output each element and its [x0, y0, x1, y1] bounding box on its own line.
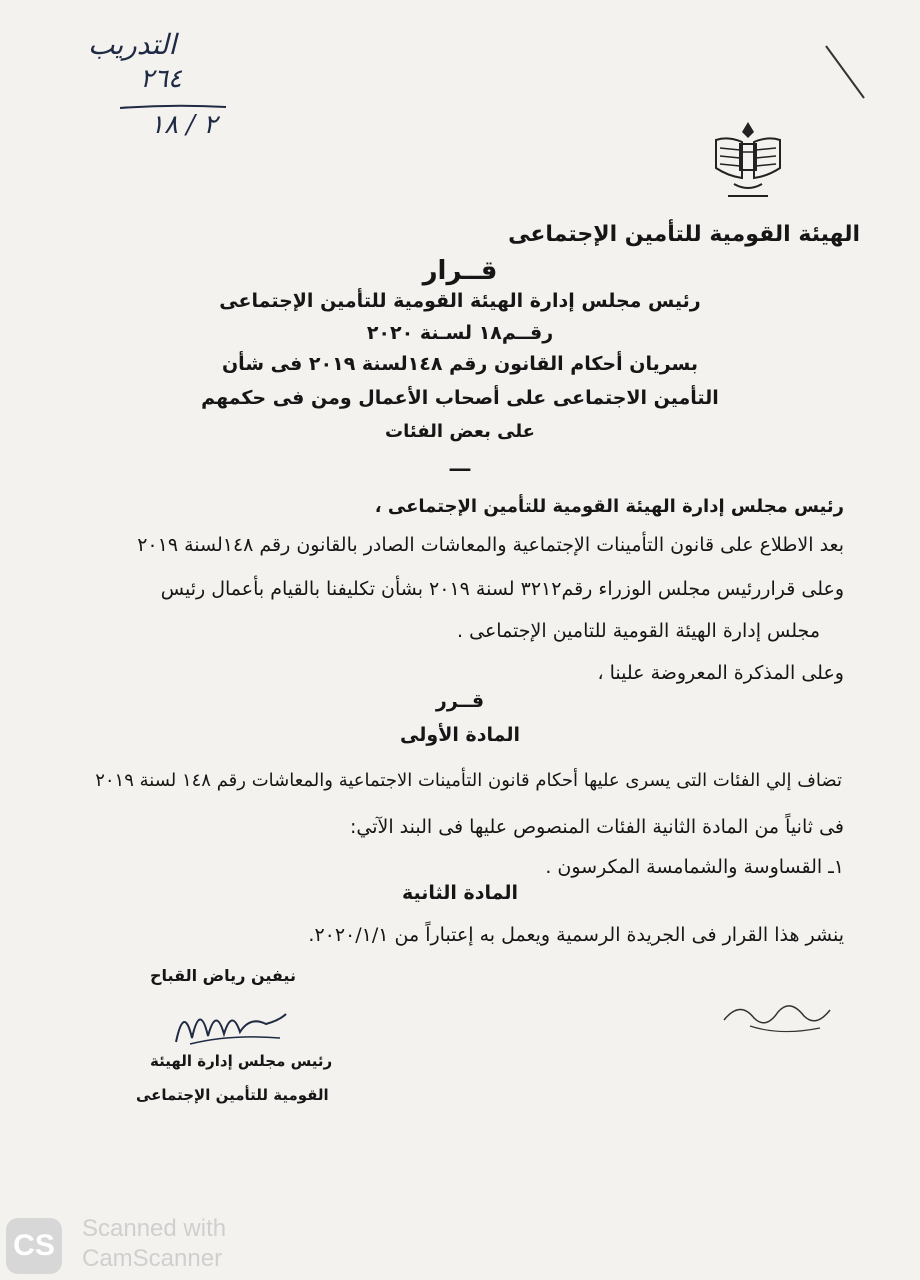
handwritten-note-line3: ٢ / ١٨	[150, 110, 218, 140]
camscanner-text	[82, 1214, 226, 1274]
initials-scribble	[720, 990, 840, 1040]
article1-item: ١ـ القساوسة والشمامسة المكرسون .	[545, 856, 844, 878]
preamble-line1: رئيس مجلس إدارة الهيئة القومية للتأمين الإجتماعى ،	[374, 496, 844, 517]
decision-subject-line2: التأمين الاجتماعى على أصحاب الأعمال ومن فى حكمهم	[201, 387, 719, 409]
decree-heading: قــرر	[435, 690, 485, 712]
handwritten-note-line1: التدريب	[88, 28, 177, 61]
preamble-line3: وعلى قراررئيس مجلس الوزراء رقم٣٢١٢ لسنة ٢٠١٩ بشأن تكليفنا بالقيام بأعمال رئيس	[160, 578, 844, 600]
article1-heading: المادة الأولى	[400, 724, 520, 746]
signatory-title-line2: القومية للتأمين الإجتماعى	[136, 1086, 329, 1104]
decision-title: قــرار	[422, 256, 498, 286]
camscanner-line2: CamScanner	[82, 1245, 223, 1272]
preamble-line2: بعد الاطلاع على قانون التأمينات الإجتماعية والمعاشات الصادر بالقانون رقم ١٤٨لسنة ٢٠١٩	[137, 534, 844, 556]
handwritten-signature	[170, 994, 290, 1050]
organization-name: الهيئة القومية للتأمين الإجتماعى	[508, 222, 860, 247]
camscanner-watermark	[6, 1212, 286, 1278]
signatory-name: نيفين رياض القباح	[150, 966, 296, 985]
camscanner-line1: Scanned with	[82, 1215, 227, 1242]
preamble-line5: وعلى المذكرة المعروضة علينا ،	[597, 662, 844, 684]
checkmark-icon	[820, 40, 870, 104]
separator-dash: ـــ	[449, 452, 471, 476]
article2-heading: المادة الثانية	[401, 882, 519, 904]
decision-number: رقــم١٨ لسـنة ٢٠٢٠	[366, 322, 554, 344]
decision-subject-line3: على بعض الفئات	[385, 421, 535, 442]
decision-issuer: رئيس مجلس إدارة الهيئة القومية للتأمين الإجتماعى	[219, 290, 701, 312]
handwritten-note-line2: ٢٦٤	[140, 64, 182, 94]
decision-subject-line1: بسريان أحكام القانون رقم ١٤٨لسنة ٢٠١٩ فى شأن	[221, 353, 699, 375]
preamble-line4: مجلس إدارة الهيئة القومية للتامين الإجتماعى .	[457, 620, 820, 642]
article1-line1: تضاف إلي الفئات التى يسرى عليها أحكام قانون التأمينات الاجتماعية والمعاشات رقم ١٤٨ لسنة ٢٠١٩	[95, 770, 842, 791]
signatory-title-line1: رئيس مجلس إدارة الهيئة	[150, 1052, 333, 1070]
eagle-emblem-icon	[708, 118, 788, 208]
camscanner-logo-icon: CS	[6, 1218, 62, 1274]
article1-line2: فى ثانياً من المادة الثانية الفئات المنصوص عليها فى البند الآتي:	[349, 816, 844, 838]
article2-line1: ينشر هذا القرار فى الجريدة الرسمية ويعمل به إعتباراً من ٢٠٢٠/١/١.	[308, 924, 844, 946]
